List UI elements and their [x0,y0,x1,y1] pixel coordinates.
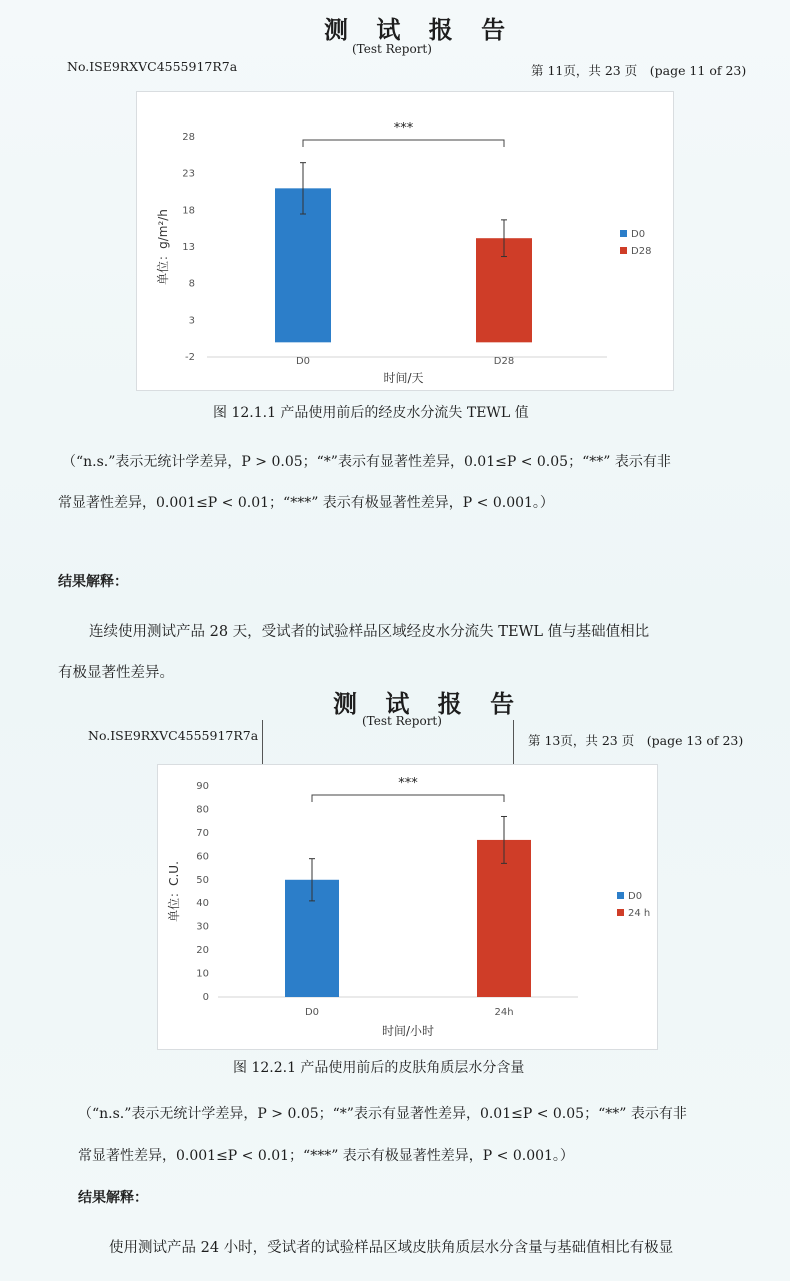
y-tick-label: 60 [196,851,209,863]
significance-note-line-2: 常显著性差异，0.001≤P < 0.01；“***” 表示有极显著性差异，P < 0.001。） [58,495,554,511]
page-info: 第 11页，共 23 页 (page 11 of 23) [531,63,747,78]
moisture-chart-svg [158,765,657,1049]
y-tick-label: 13 [182,242,195,253]
legend-swatch [617,909,624,916]
significance-note-line-2: 常显著性差异，0.001≤P < 0.01；“***” 表示有极显著性差异，P < 0.001。） [78,1148,574,1164]
y-tick-label: 8 [188,278,195,290]
significance-note-line-1: （“n.s.”表示无统计学差异，P > 0.05；“*”表示有显著性差异，0.01≤P < 0.05；“**” 表示有非 [78,1106,687,1122]
y-tick-label: 28 [182,132,195,143]
report-number: No.ISE9RXVC4555917R7a [88,728,259,743]
significance-note-line-1: （“n.s.”表示无统计学差异，P > 0.05；“*”表示有显著性差异，0.01≤P < 0.05；“**” 表示有非 [62,454,671,470]
legend-swatch [620,230,627,237]
legend-label: D0 [631,229,646,240]
significance-bracket [303,140,504,147]
significance-label: *** [393,121,414,136]
figure-caption: 图 12.2.1 产品使用前后的皮肤角质层水分含量 [233,1060,525,1076]
result-heading: 结果解释： [58,574,128,590]
y-tick-label: 10 [196,968,209,980]
x-tick-label: 24h [494,1007,514,1018]
y-tick-label: 3 [188,315,195,327]
significance-bracket [312,795,504,802]
y-tick-label: 23 [182,168,195,180]
result-text-line-2: 有极显著性差异。 [58,665,174,681]
x-tick-label: D0 [295,356,311,367]
result-text-line-1: 连续使用测试产品 28 天，受试者的试验样品区域经皮水分流失 TEWL 值与基础值相比 [89,624,650,640]
x-tick-label: D0 [304,1007,320,1018]
y-tick-label: 90 [196,781,209,792]
moisture-chart [157,764,658,1050]
result-heading: 结果解释： [78,1190,148,1206]
x-axis-label: 时间/天 [383,371,424,385]
y-axis-label: 单位：C.U. [167,861,181,922]
y-tick-label: -2 [185,352,195,363]
page-info: 第 13页，共 23 页 (page 13 of 23) [528,733,744,748]
figure-caption: 图 12.1.1 产品使用前后的经皮水分流失 TEWL 值 [213,405,529,421]
y-tick-label: 20 [196,945,209,957]
report-subtitle: (Test Report) [362,714,442,728]
report-number: No.ISE9RXVC4555917R7a [67,59,238,74]
tewl-chart-svg [137,92,673,390]
y-tick-label: 40 [196,898,209,910]
y-tick-label: 70 [196,827,209,839]
legend-swatch [617,892,624,899]
report-title: 测 试 报 告 [333,689,525,718]
report-subtitle: (Test Report) [352,42,432,56]
crop-mark [513,720,514,766]
tewl-chart [136,91,674,391]
legend-swatch [620,247,627,254]
y-axis-label: 单位：g/m²/h [156,209,170,285]
x-tick-label: D28 [493,356,515,367]
y-tick-label: 80 [196,804,209,816]
y-tick-label: 18 [182,205,195,217]
y-tick-label: 30 [196,921,209,933]
x-axis-label: 时间/小时 [381,1024,435,1038]
y-tick-label: 50 [196,874,209,886]
legend-label: D0 [628,891,643,902]
legend-label: 24 h [628,908,651,919]
legend-label: D28 [631,246,652,257]
crop-mark [262,720,263,766]
y-tick-label: 0 [202,992,209,1003]
report-title: 测 试 报 告 [324,15,516,44]
result-text-line-1: 使用测试产品 24 小时，受试者的试验样品区域皮肤角质层水分含量与基础值相比有极显 [109,1240,674,1256]
significance-label: *** [398,776,418,791]
